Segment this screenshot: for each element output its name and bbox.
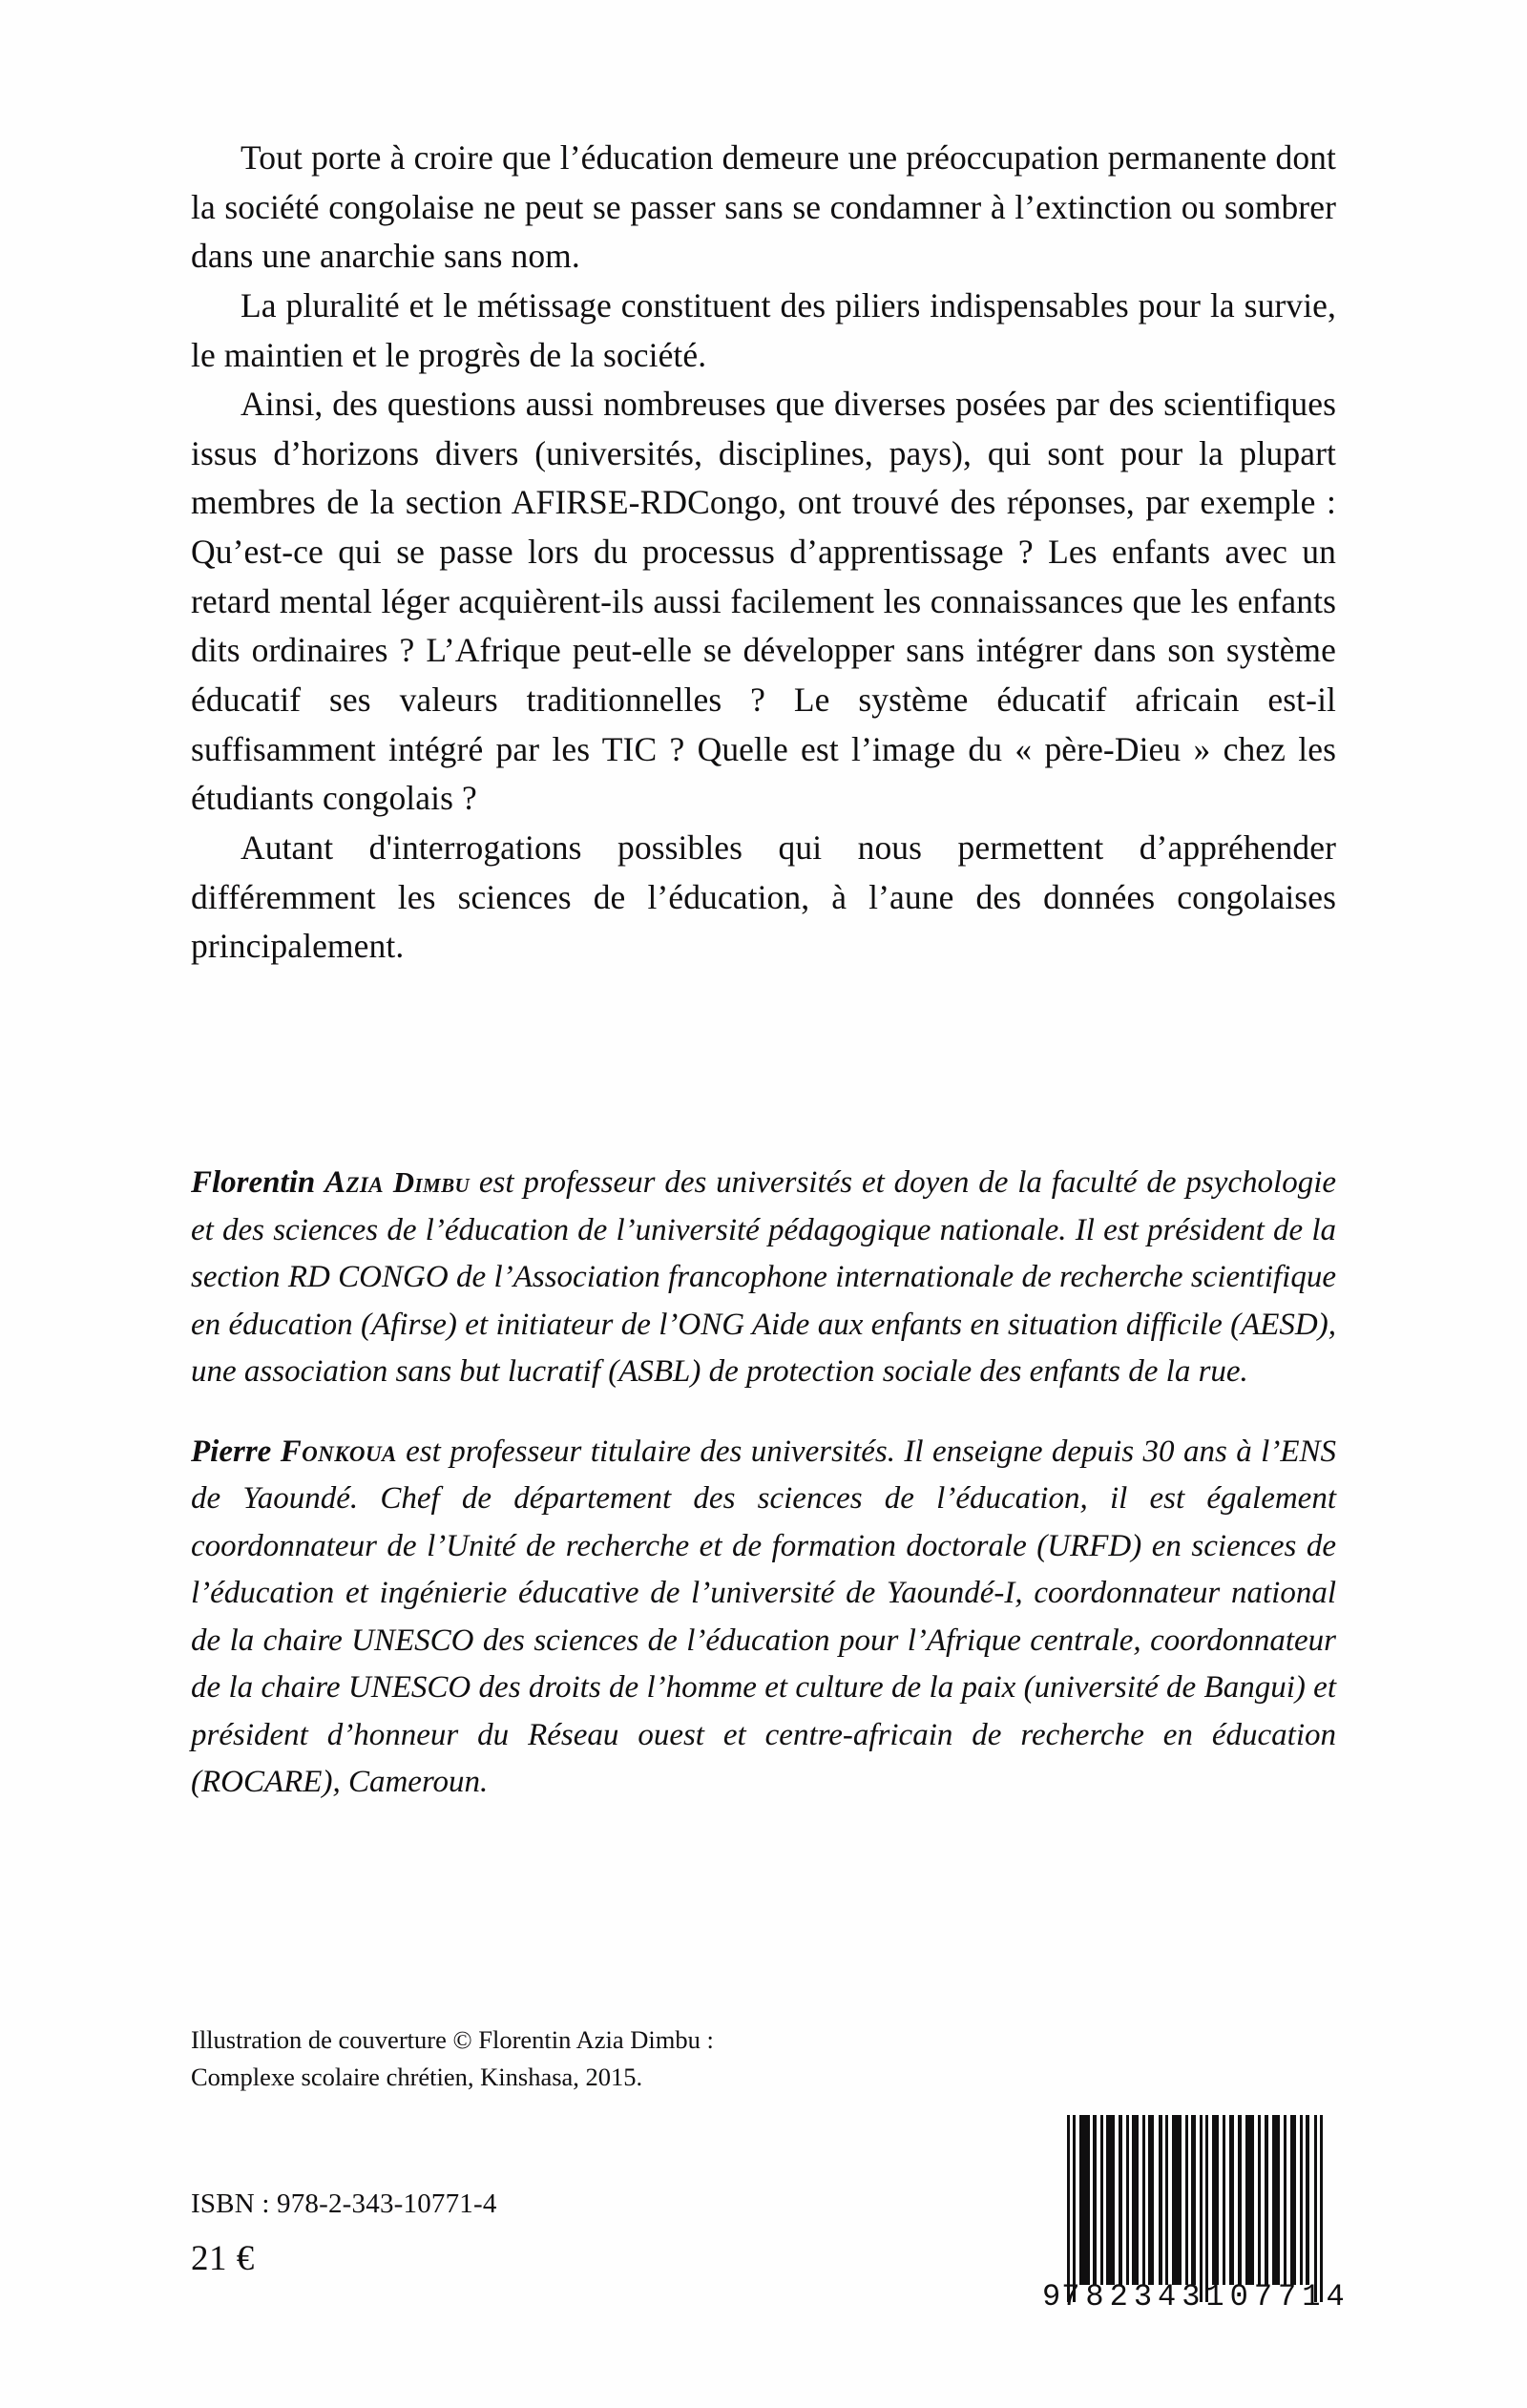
credit-line-2: Complexe scolaire chrétien, Kinshasa, 2015. (191, 2062, 643, 2091)
author-first-name: Pierre (191, 1434, 272, 1469)
blurb-paragraph-1: Tout porte à croire que l’éducation demeure une préoccupation permanente dont la société congolaise ne peut se passer sans se condamner à l’extinction ou sombrer dans une anarchie sans nom. (191, 138, 1336, 276)
author-bio-text: est professeur titulaire des universités. Il enseigne depuis 30 ans à l’ENS de Yaoundé. Chef de département des sciences de l’éducation, il est également coordonnateur de l’Unité de recherche et de formation doctorale (URFD) en sciences de l’éducation et ingénierie éducative de l’université de Yaoundé-I, coordonnateur national de la chaire UNESCO des sciences de l’éducation pour l’Afrique centrale, coordonnateur de la chaire UNESCO des droits de l’homme et culture de la paix (université de Bangui) et président d’honneur du Réseau ouest et centre-africain de recherche en éducation (ROCARE), Cameroun. (191, 1434, 1337, 1799)
author-last-name: Fonkoua (280, 1434, 397, 1469)
author-last-name: Azia (324, 1165, 385, 1200)
credit-line-1: Illustration de couverture © Florentin Azia Dimbu : (191, 2025, 714, 2054)
blurb-paragraph-3: Ainsi, des questions aussi nombreuses que diverses posées par des scientifiques issus d’horizons divers (universités, disciplines, pays), qui sont pour la plupart membres de la section AFIRSE-RDCongo, ont trouvé des réponses, par exemple : Qu’est-ce qui se passe lors du processus d’apprentissage ? Les enfants avec un retard mental léger acquièrent-ils aussi facilement les connaissances que les enfants dits ordinaires ? L’Afrique peut-elle se développer sans intégrer dans son système éducatif ses valeurs traditionnelles ? Le système éducatif africain est-il suffisamment intégré par les TIC ? Quelle est l’image du « père-Dieu » chez les étudiants congolais ? (191, 385, 1336, 818)
blurb-block (191, 134, 1336, 972)
author-last-name-secondary: Dimbu (392, 1166, 471, 1199)
barcode-digits-left-group: 782343 (1061, 2279, 1206, 2314)
price-text: 21 € (191, 2239, 255, 2278)
barcode-digit-prefix: 9 (1042, 2279, 1062, 2314)
barcode-digits (1040, 2279, 1350, 2314)
blurb-paragraph-4: Autant d'interrogations possibles qui nous permettent d’appréhender différemment les sciences de l’éducation, à l’aune des données congolaises principalement. (191, 827, 1336, 966)
author-first-name: Florentin (191, 1165, 316, 1200)
isbn-text: ISBN : 978-2-343-10771-4 (191, 2188, 497, 2219)
author-bio-florentin-azia-dimbu (191, 1160, 1336, 1396)
cover-illustration-credit (191, 2021, 859, 2096)
blurb-paragraph-2: La pluralité et le métissage constituent des piliers indispensables pour la survie, le maintien et le progrès de la société. (191, 285, 1336, 374)
author-bio-pierre-fonkoua (191, 1429, 1336, 1807)
ean13-barcode (1040, 2115, 1350, 2336)
barcode-bars-icon (1040, 2115, 1327, 2306)
barcode-digits-right-group: 107714 (1205, 2279, 1350, 2314)
author-bio-text: est professeur des universités et doyen de la faculté de psychologie et des sciences de l’éducation de l’université pédagogique nationale. Il est président de la section RD CONGO de l’Association francophone internationale de recherche scientifique en éducation (Afirse) et initiateur de l’ONG Aide aux enfants en situation difficile (AESD), une association sans but lucratif (ASBL) de protection sociale des enfants de la rue. (191, 1165, 1337, 1389)
author-bios (191, 1160, 1336, 1807)
